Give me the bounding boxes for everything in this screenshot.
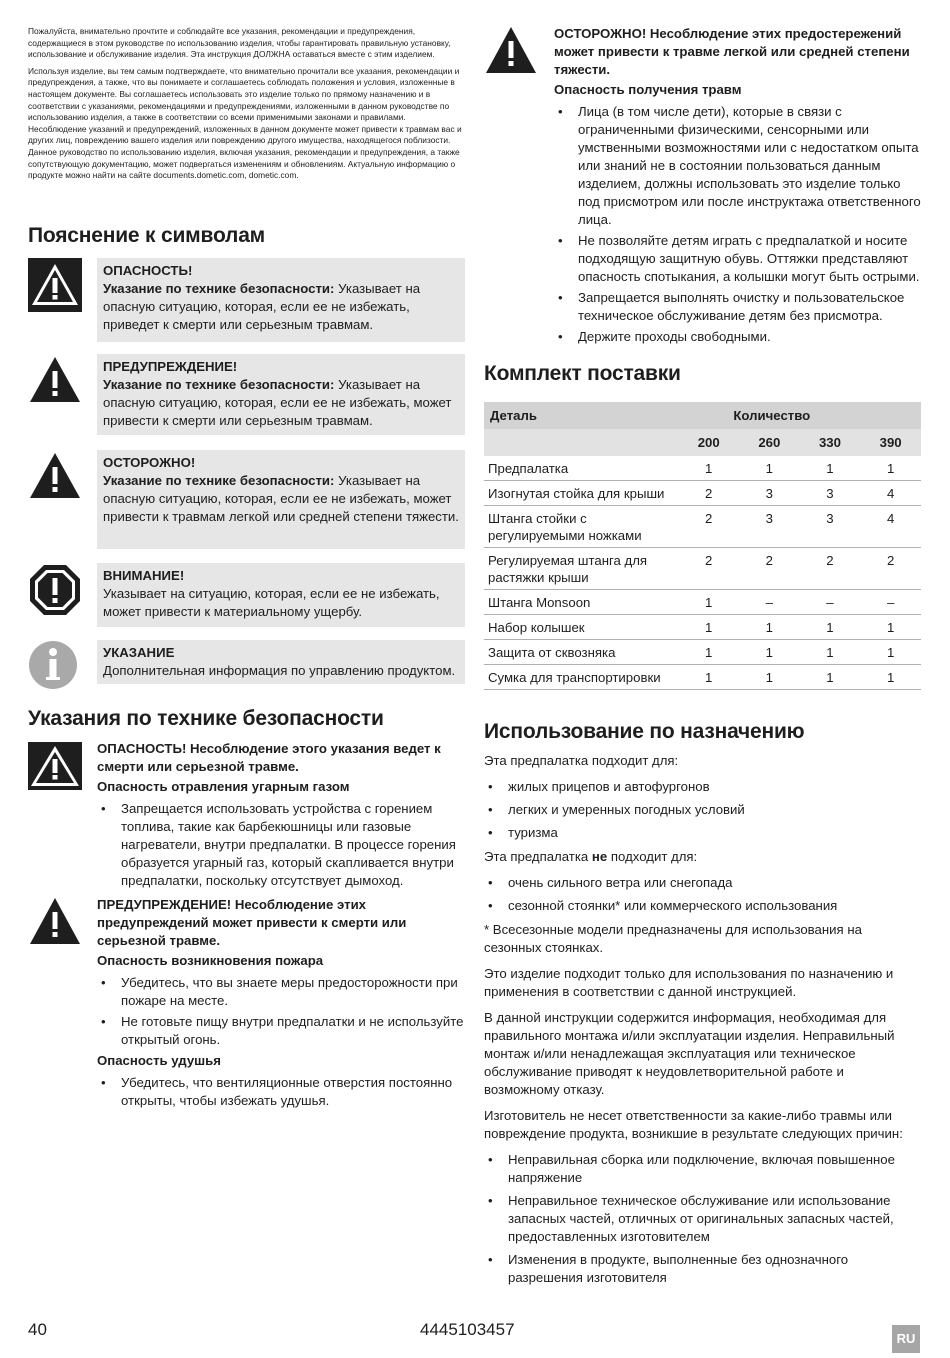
symbol-info-text: Дополнительная информация по управлению продуктом. xyxy=(103,663,456,678)
table-cell: – xyxy=(800,590,861,615)
table-cell-name: Сумка для транспортировки xyxy=(484,665,678,690)
table-header-size: 330 xyxy=(800,429,861,456)
symbol-danger-label: Указание по технике безопасности: xyxy=(103,281,335,296)
table-cell: 1 xyxy=(739,640,800,665)
table-cell: 4 xyxy=(860,506,921,548)
not-suitable-pre: Эта предпалатка xyxy=(484,849,592,864)
intro-text xyxy=(28,26,465,187)
table-cell: 1 xyxy=(860,615,921,640)
delivery-heading: Комплект поставки xyxy=(484,362,681,385)
document-code: 4445103457 xyxy=(420,1320,515,1339)
use-paragraph-3: Изготовитель не несет ответственности за какие-либо травмы или повреждение продукта, возникшие в результате следующих причин: xyxy=(484,1108,903,1141)
page-number: 40 xyxy=(28,1320,47,1339)
table-cell: 1 xyxy=(860,665,921,690)
notice-octagon-icon xyxy=(28,563,82,617)
safety-danger-block xyxy=(97,740,465,893)
list-item: • Держите проходы свободными. xyxy=(554,328,921,346)
list-item: • Не готовьте пищу внутри предпалатки и не используйте открытый огонь. xyxy=(97,1013,465,1049)
caution-icon xyxy=(484,25,538,75)
table-cell-name: Штанга Monsoon xyxy=(484,590,678,615)
list-item: • Неправильное техническое обслуживание или использование запасных частей, отличных от оригинальных запасных частей, предоставленных изготовителем xyxy=(484,1192,921,1246)
table-cell: 3 xyxy=(739,506,800,548)
list-item: • туризма xyxy=(484,824,921,842)
list-item: • легких и умеренных погодных условий xyxy=(484,801,921,819)
safety-caution-heading: ОСТОРОЖНО! Несоблюдение этих предостережений может привести к травме легкой или средней степени тяжести. xyxy=(554,26,910,77)
table-cell-name: Изогнутая стойка для крыши xyxy=(484,481,678,506)
table-header-size: 200 xyxy=(678,429,739,456)
list-item: • Не позволяйте детям играть с предпалаткой и носите подходящую защитную обувь. Оттяжки представляют опасность спотыкания, а колышки могут быть острыми. xyxy=(554,232,921,286)
symbol-caution-heading: ОСТОРОЖНО! xyxy=(103,455,196,470)
table-cell: 2 xyxy=(860,548,921,590)
table-header-part: Деталь xyxy=(484,402,678,429)
footnote: * Всесезонные модели предназначены для использования на сезонных стоянках. xyxy=(484,922,862,955)
table-header-size: 390 xyxy=(860,429,921,456)
list-item: • жилых прицепов и автофургонов xyxy=(484,778,921,796)
table-cell: 3 xyxy=(739,481,800,506)
language-badge: RU xyxy=(892,1325,920,1353)
warning-icon xyxy=(28,896,82,946)
list-item: • Запрещается выполнять очистку и пользовательское техническое обслуживание детям без присмотра. xyxy=(554,289,921,325)
symbol-caution-text: Указывает на опасную ситуацию, которая, если ее не избежать, может привести к травмам легкой или средней степени тяжести. xyxy=(103,473,459,524)
list-item: • Убедитесь, что вентиляционные отверстия постоянно открыты, чтобы избежать удушья. xyxy=(97,1074,465,1110)
table-row xyxy=(484,640,921,665)
table-cell: 1 xyxy=(739,665,800,690)
table-cell: 3 xyxy=(800,481,861,506)
table-row xyxy=(484,665,921,690)
table-cell: 1 xyxy=(739,615,800,640)
safety-danger-heading: ОПАСНОСТЬ! Несоблюдение этого указания ведет к смерти или серьезной травме. xyxy=(97,741,441,774)
table-cell: 1 xyxy=(800,640,861,665)
table-cell: 2 xyxy=(800,548,861,590)
table-row xyxy=(484,615,921,640)
warning-icon xyxy=(28,354,82,408)
use-paragraph-1: Это изделие подходит только для использования по назначению и применения в соответствии с данной инструкцией. xyxy=(484,966,894,999)
list-item: • Неправильная сборка или подключение, включая повышенное напряжение xyxy=(484,1151,921,1187)
table-row xyxy=(484,456,921,481)
safety-caution-block xyxy=(554,25,921,349)
table-cell: 3 xyxy=(800,506,861,548)
table-cell: 1 xyxy=(678,456,739,481)
list-item: • Лица (в том числе дети), которые в связи с ограниченными физическими, сенсорными или умственными возможностями или с недостатком опыта или знаний не в состоянии пользоваться данным изделием, должны использовать это изделие только под присмотром или после инструктажа ответственного лица. xyxy=(554,103,921,229)
symbol-danger-text: Указывает на опасную ситуацию, которая, если ее не избежать, приведет к смерти или серьезным травмам. xyxy=(103,281,421,332)
list-item: • Запрещается использовать устройства с горением топлива, такие как барбекюшницы или газовые нагреватели, внутри предпалатки. В процессе горения образуется угарный газ, который скапливается внутри предпалатки, поскольку отсутствует дымоход. xyxy=(97,800,465,890)
danger-icon xyxy=(28,258,82,312)
table-cell: – xyxy=(860,590,921,615)
list-item: • Убедитесь, что вы знаете меры предосторожности при пожаре на месте. xyxy=(97,974,465,1010)
symbol-danger-heading: ОПАСНОСТЬ! xyxy=(103,263,193,278)
symbol-notice-text: Указывает на ситуацию, которая, если ее не избежать, может привести к материальному ущербу. xyxy=(103,586,440,619)
safety-danger-sub: Опасность отравления угарным газом xyxy=(97,779,350,794)
symbol-warning-heading: ПРЕДУПРЕЖДЕНИЕ! xyxy=(103,359,238,374)
not-word: не xyxy=(591,849,608,864)
symbol-notice-heading: ВНИМАНИЕ! xyxy=(103,568,185,583)
table-cell: 1 xyxy=(800,456,861,481)
intro-paragraph-2: Используя изделие, вы тем самым подтверждаете, что внимательно прочитали все указания, рекомендации и предупреждения, а также, что вы понимаете и соглашаетесь соблюдать положения и условия, изложенные в настоящем документе. Вы соглашаетесь использовать это изделие только по прямому назначению и в соответствии с указаниями, рекомендациями и предупреждениями, изложенными в данном руководстве по использованию изделия, а также в соответствии со всеми применимыми законами и правилами. Несоблюдение указаний и предупреждений, изложенных в данном документе может привести к травмам вас и других лиц, повреждению вашего изделия или повреждению другого имущества, находящегося поблизости. Данное руководство по использованию изделия, включая указания, рекомендации и предупреждения, а также сопутствующую документацию, может подвергаться изменениям и обновлениям. Актуальную информацию о продукте можно найти на сайте documents.dometic.com, dometic.com. xyxy=(28,65,462,181)
safety-warning-heading: ПРЕДУПРЕЖДЕНИЕ! Несоблюдение этих предупреждений может привести к смерти или серьезной травме. xyxy=(97,897,407,948)
table-cell: 1 xyxy=(860,456,921,481)
table-cell: – xyxy=(739,590,800,615)
use-paragraph-2: В данной инструкции содержится информация, необходимая для правильного монтажа и/или эксплуатации изделия. Неправильный монтаж и/или ненадлежащая эксплуатация или техническое обслуживание приводят к неудовлетворительной работе и возможному отказу. xyxy=(484,1010,895,1097)
list-item: • очень сильного ветра или снегопада xyxy=(484,874,921,892)
table-row xyxy=(484,548,921,590)
table-cell: 4 xyxy=(860,481,921,506)
danger-warning-icon xyxy=(28,742,82,790)
symbols-heading: Пояснение к символам xyxy=(28,224,266,247)
table-cell-name: Регулируемая штанга для растяжки крыши xyxy=(484,548,678,590)
table-cell: 2 xyxy=(739,548,800,590)
intro-paragraph-1: Пожалуйста, внимательно прочтите и соблюдайте все указания, рекомендации и предупреждения, содержащиеся в этом руководстве по использованию изделия, чтобы гарантировать правильную установку, использование и обслуживание изделия. Эта инструкция ДОЛЖНА оставаться вместе с этим изделием. xyxy=(28,26,451,60)
table-cell-name: Защита от сквозняка xyxy=(484,640,678,665)
table-cell: 2 xyxy=(678,481,739,506)
symbol-caution-label: Указание по технике безопасности: xyxy=(103,473,335,488)
not-suitable-post: подходит для: xyxy=(607,849,698,864)
safety-warning-sub-fire: Опасность возникновения пожара xyxy=(97,953,324,968)
safety-warning-sub-suffocation: Опасность удушья xyxy=(97,1053,221,1068)
list-item: • сезонной стоянки* или коммерческого использования xyxy=(484,897,921,915)
table-cell: 1 xyxy=(678,590,739,615)
caution-icon xyxy=(28,450,82,504)
table-row xyxy=(484,590,921,615)
list-item: • Изменения в продукте, выполненные без однозначного разрешения изготовителя xyxy=(484,1251,921,1287)
table-cell: 1 xyxy=(800,665,861,690)
symbol-info-heading: УКАЗАНИЕ xyxy=(103,645,175,660)
table-row xyxy=(484,481,921,506)
intended-use-heading: Использование по назначению xyxy=(484,720,805,743)
table-cell: 1 xyxy=(678,615,739,640)
table-cell-name: Штанга стойки с регулируемыми ножками xyxy=(484,506,678,548)
symbol-warning-label: Указание по технике безопасности: xyxy=(103,377,335,392)
table-cell: 1 xyxy=(678,640,739,665)
table-cell: 1 xyxy=(739,456,800,481)
table-header-size: 260 xyxy=(739,429,800,456)
table-cell: 2 xyxy=(678,506,739,548)
safety-warning-block xyxy=(97,896,465,1113)
table-cell-name: Набор колышек xyxy=(484,615,678,640)
not-suitable-intro xyxy=(484,848,921,866)
safety-caution-sub: Опасность получения травм xyxy=(554,82,742,97)
delivery-table xyxy=(484,402,921,690)
table-cell: 1 xyxy=(678,665,739,690)
info-icon xyxy=(28,640,82,694)
table-cell: 1 xyxy=(860,640,921,665)
table-header-quantity: Количество xyxy=(678,402,921,429)
suitable-intro: Эта предпалатка подходит для: xyxy=(484,753,679,768)
table-cell-name: Предпалатка xyxy=(484,456,678,481)
symbol-warning-text: Указывает на опасную ситуацию, которая, если ее не избежать, может привести к смерти или серьезным травмам. xyxy=(103,377,452,428)
safety-heading: Указания по технике безопасности xyxy=(28,707,384,730)
intended-use-section xyxy=(484,752,921,1293)
table-cell: 2 xyxy=(678,548,739,590)
table-row xyxy=(484,506,921,548)
table-cell: 1 xyxy=(800,615,861,640)
